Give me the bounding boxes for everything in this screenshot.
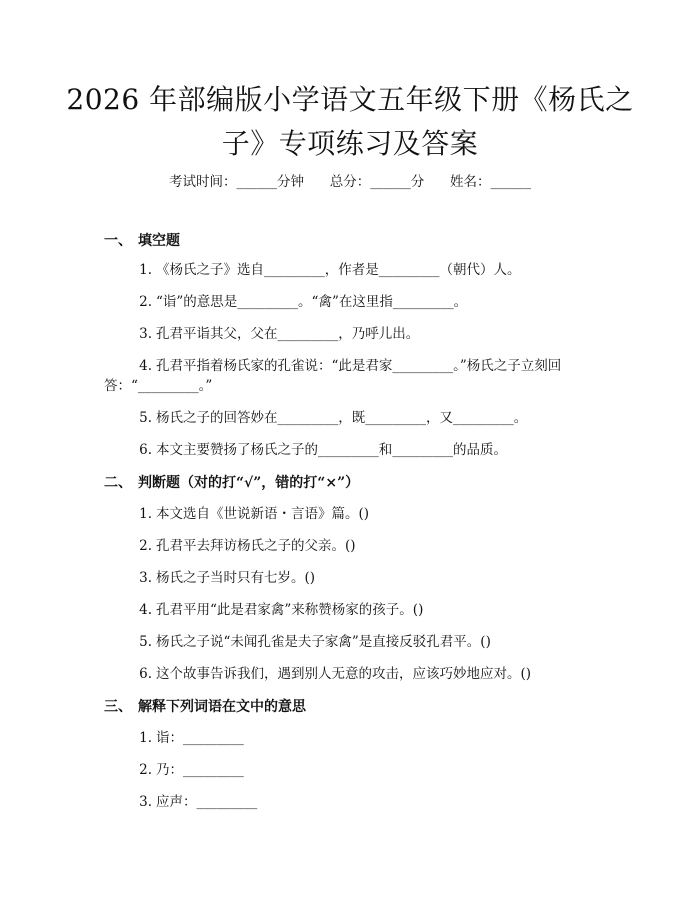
- section-heading-word-meaning: [104, 696, 306, 716]
- question-item: 3. 杨氏之子当时只有七岁。(): [139, 570, 316, 586]
- question-item: 1. 本文选自《世说新语・言语》篇。(): [139, 506, 370, 522]
- section-title: 解释下列词语在文中的意思: [138, 699, 306, 715]
- section-number: 一、: [104, 233, 132, 249]
- question-item: 6. 本文主要赞扬了杨氏之子的_________和_________的品质。: [139, 442, 507, 458]
- section-title: 判断题（对的打“√”，错的打“×”）: [138, 475, 360, 491]
- section-title: 填空题: [138, 233, 180, 249]
- title-line-1: 2026 年部编版小学语文五年级下册《杨氏之: [66, 83, 634, 116]
- section-number: 三、: [104, 699, 132, 715]
- question-item: 2. 乃：_________: [139, 762, 244, 778]
- question-item-continuation: 答：“_________。”: [104, 378, 213, 394]
- section-heading-true-false: [104, 472, 359, 492]
- exam-info-line: 考试时间：______分钟 总分：______分 姓名：______: [169, 174, 531, 190]
- question-item: 5. 杨氏之子的回答妙在_________，既_________，又_________。: [139, 410, 528, 426]
- question-item: 1. 诣：_________: [139, 730, 244, 746]
- question-item: 2. 孔君平去拜访杨氏之子的父亲。(): [139, 538, 356, 554]
- question-item: 3. 孔君平诣其父，父在_________，乃呼儿出。: [139, 326, 420, 342]
- question-item: 4. 孔君平指着杨氏家的孔雀说：“此是君家_________。”杨氏之子立刻回: [139, 358, 562, 374]
- page-title: [60, 78, 640, 166]
- question-item: 4. 孔君平用“此是君家禽”来称赞杨家的孩子。(): [139, 602, 424, 618]
- question-item: 6. 这个故事告诉我们，遇到别人无意的攻击，应该巧妙地应对。(): [139, 666, 532, 682]
- question-item: 2. “诣”的意思是_________。“禽”在这里指_________。: [139, 294, 468, 310]
- question-item: 3. 应声：_________: [139, 794, 258, 810]
- question-item: 1. 《杨氏之子》选自_________，作者是_________（朝代）人。: [139, 262, 521, 278]
- question-item: 5. 杨氏之子说“未闻孔雀是夫子家禽”是直接反驳孔君平。(): [139, 634, 491, 650]
- section-number: 二、: [104, 475, 132, 491]
- section-heading-fill-blanks: [104, 230, 180, 250]
- title-line-2: 子》专项练习及答案: [221, 127, 479, 160]
